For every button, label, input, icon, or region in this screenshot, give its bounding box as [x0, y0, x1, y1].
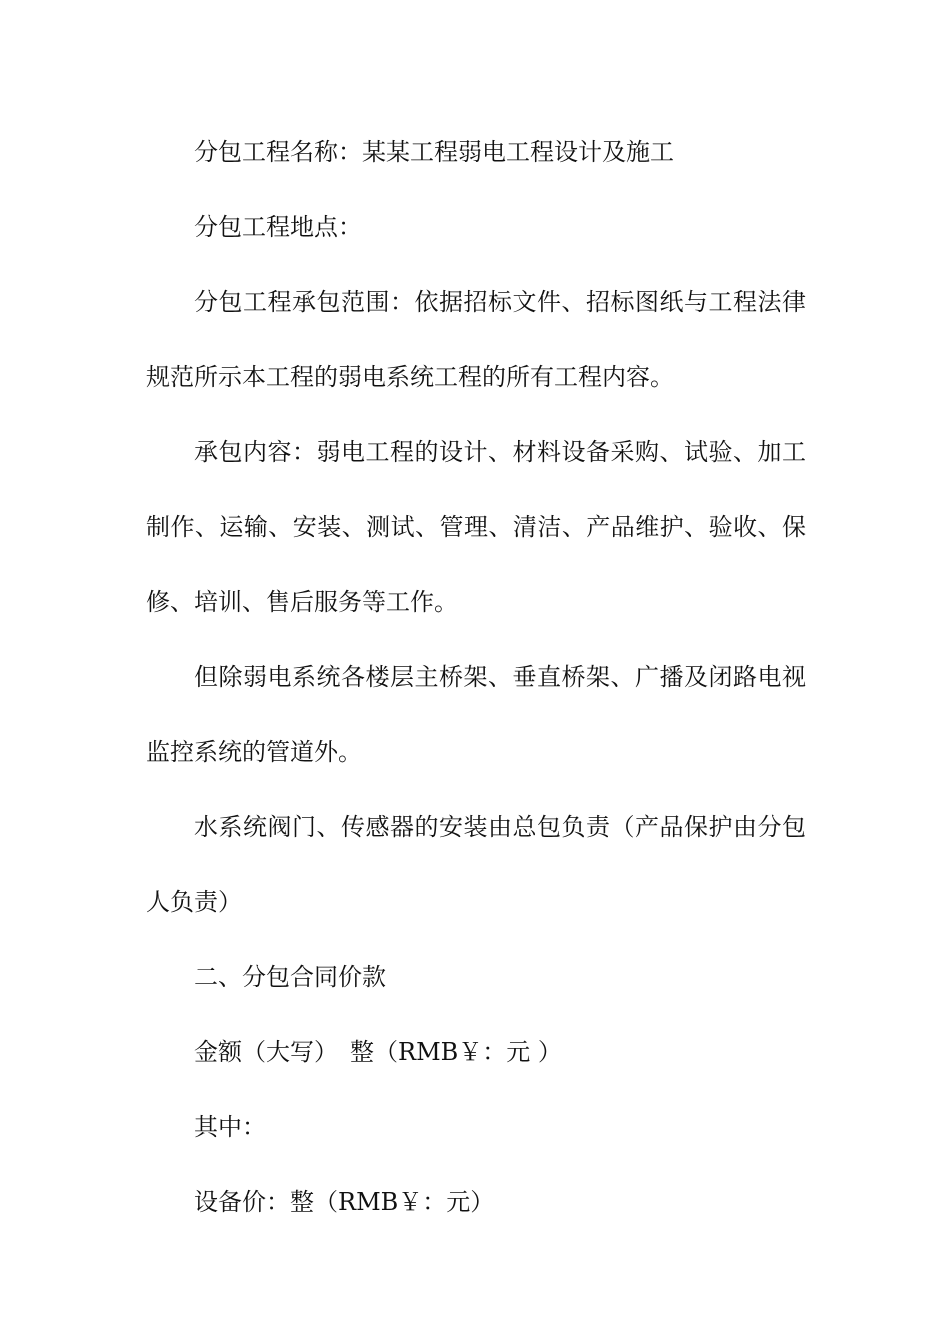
contract-content-line-3: 修、培训、售后服务等工作。 — [146, 588, 458, 616]
section-heading-price: 二、分包合同价款 — [194, 963, 386, 991]
amount-line: 金额（大写） 整（RMB￥：元 ） — [194, 1038, 562, 1066]
valve-note-line-1: 水系统阀门、传感器的安装由总包负责（产品保护由分包 — [194, 813, 806, 841]
valve-note-line-2: 人负责） — [146, 888, 242, 916]
among-which-line: 其中： — [194, 1113, 266, 1141]
project-location-line: 分包工程地点： — [194, 213, 362, 241]
project-name-line: 分包工程名称：某某工程弱电工程设计及施工 — [194, 138, 674, 166]
contract-content-line-2: 制作、运输、安装、测试、管理、清洁、产品维护、验收、保 — [146, 513, 806, 541]
scope-line-2: 规范所示本工程的弱电系统工程的所有工程内容。 — [146, 363, 674, 391]
contract-content-line-1: 承包内容：弱电工程的设计、材料设备采购、试验、加工 — [194, 438, 806, 466]
exclusion-line-2: 监控系统的管道外。 — [146, 738, 362, 766]
exclusion-line-1: 但除弱电系统各楼层主桥架、垂直桥架、广播及闭路电视 — [194, 663, 806, 691]
equipment-price-line: 设备价：整（RMB￥：元） — [194, 1188, 495, 1216]
scope-line-1: 分包工程承包范围：依据招标文件、招标图纸与工程法律 — [194, 288, 806, 316]
